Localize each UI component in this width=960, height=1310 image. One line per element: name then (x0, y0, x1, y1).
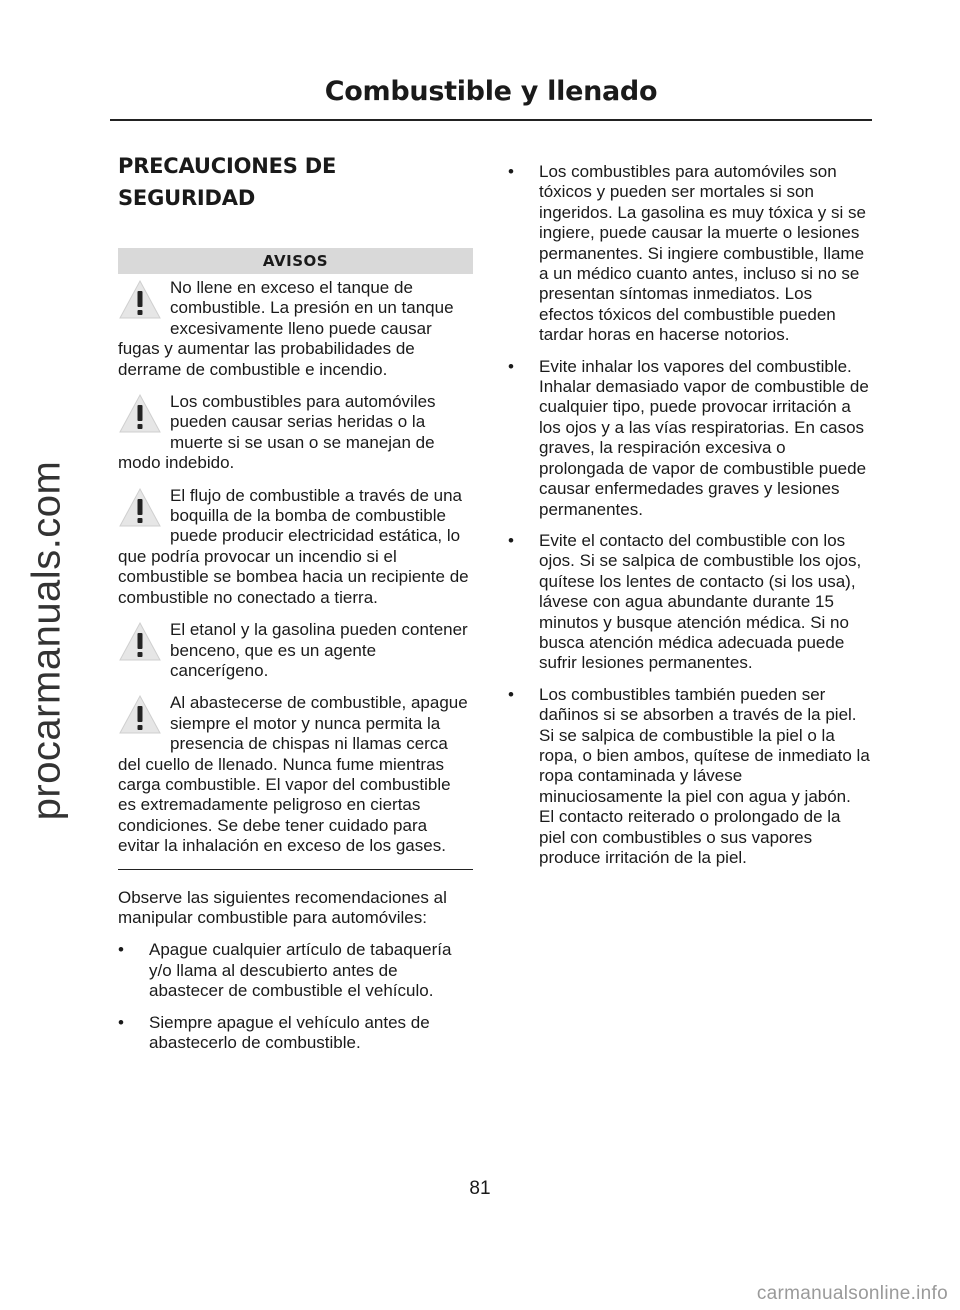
bullet-item (118, 940, 473, 1001)
warning-triangle-icon (118, 486, 162, 530)
bullet-marker: • (508, 356, 514, 376)
warning-item (118, 392, 473, 474)
bullet-text: Siempre apague el vehículo antes de abastecerlo de combustible. (149, 1012, 430, 1052)
warnings-list (118, 278, 473, 857)
section-title-line-1: PRECAUCIONES DE (118, 154, 337, 178)
bullet-marker: • (118, 1012, 124, 1032)
bullet-marker: • (508, 684, 514, 704)
avisos-header: AVISOS (118, 248, 473, 274)
page-header-title: Combustible y llenado (324, 76, 658, 107)
warning-triangle-icon (118, 620, 162, 664)
bullet-text: Evite el contacto del combustible con los ojos. Si se salpica de combustible los ojos, quítese los lentes de contacto (si los usa), lávese con agua abundante durante 15 minutos y busque atención médica. Si no busca atención médica adecuada puede sufrir lesiones permanentes. (539, 530, 862, 673)
bullet-text: Apague cualquier artículo de tabaquería y/o llama al descubierto antes de abastecer de combustible el vehículo. (149, 940, 452, 1001)
side-watermark (22, 420, 72, 860)
left-bullet-list (118, 940, 473, 1053)
warning-item (118, 278, 473, 380)
header-divider (110, 119, 872, 121)
bullet-text: Los combustibles también pueden ser dañinos si se absorben a través de la piel. Si se salpica de combustible la piel o la ropa, o bien ambos, quítese de inmediato la ropa contaminada y lávese minuciosamente la piel con agua y jabón. El contacto reiterado o prolongado de la piel con combustibles o sus vapores produce irritación de la piel. (539, 684, 870, 867)
section-title-line-2: SEGURIDAD (118, 186, 256, 210)
bullet-item (508, 531, 870, 674)
warning-text: No llene en exceso el tanque de combustible. La presión en un tanque excesivamente lleno puede causar fugas y aumentar las probabilidades de derrame de combustible e incendio. (118, 278, 454, 379)
bullet-marker: • (508, 162, 514, 181)
warning-text: Al abastecerse de combustible, apague siempre el motor y nunca permita la presencia de chispas ni llamas cerca del cuello de llenado. Nunca fume mientras carga combustible. El vapor del combustible es extremadamente peligroso en ciertas condiciones. Se debe tener cuidado para evitar la inhalación en exceso de los gases. (118, 693, 468, 856)
warning-triangle-icon (118, 392, 162, 436)
section-title (118, 150, 473, 214)
warning-text: El etanol y la gasolina pueden contener benceno, que es un agente cancerígeno. (170, 620, 468, 680)
bullet-item (508, 357, 870, 520)
warning-item (118, 620, 473, 681)
warning-triangle-icon (118, 693, 162, 737)
right-bullet-list (508, 162, 870, 868)
bullet-text: Los combustibles para automóviles son tóxicos y pueden ser mortales si son ingeridos. La gasolina es muy tóxica y si se ingiere, puede causar la muerte o lesiones permanentes. Si ingiere combustible, llame a un médico cuanto antes, incluso si no se presentan síntomas inmediatos. Los efectos tóxicos del combustible pueden tardar horas en hacerse notorios. (539, 162, 866, 345)
warning-text: El flujo de combustible a través de una boquilla de la bomba de combustible puede producir electricidad estática, lo que podría provocar un incendio si el combustible se bombea hacia un recipiente de combustible no conectado a tierra. (118, 485, 469, 607)
side-watermark-text: procarmanuals.com (24, 460, 69, 820)
left-column (118, 150, 473, 1064)
warning-triangle-icon (118, 278, 162, 322)
bullet-text: Evite inhalar los vapores del combustible. Inhalar demasiado vapor de combustible de cualquier tipo, puede provocar irritación a los ojos y a las vías respiratorias. En casos graves, la respiración excesiva o prolongada de vapor de combustible puede causar enfermedades graves y lesiones permanentes. (539, 356, 869, 519)
intro-paragraph: Observe las siguientes recomendaciones al manipular combustible para automóviles: (118, 887, 447, 927)
bullet-item (508, 685, 870, 869)
footer-watermark: carmanualsonline.info (756, 1283, 948, 1304)
right-column (508, 162, 870, 879)
bullet-item (118, 1013, 473, 1054)
warning-text: Los combustibles para automóviles pueden causar serias heridas o la muerte si se usan o se manejan de modo indebido. (118, 392, 436, 473)
warning-item (118, 693, 473, 856)
warning-item (118, 486, 473, 608)
bullet-marker: • (508, 530, 514, 550)
page-number: 81 (469, 1178, 491, 1199)
bullet-item (508, 162, 870, 346)
bullet-marker: • (118, 940, 124, 960)
avisos-end-divider (118, 869, 473, 870)
